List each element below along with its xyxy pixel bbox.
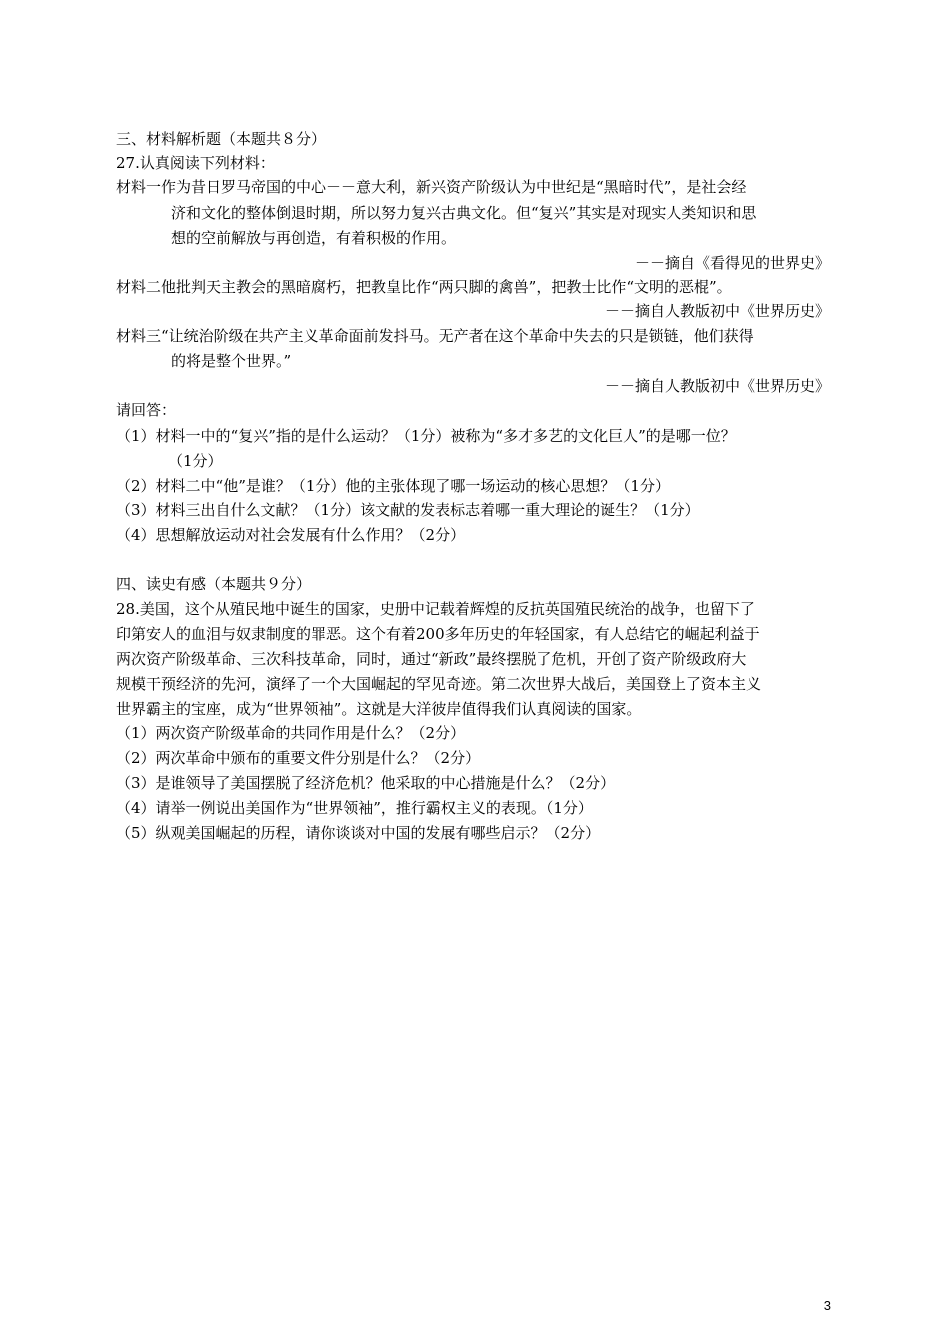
q28-question4: （4）请举一例说出美国作为“世界领袖”，推行霸权主义的表现。（1分）	[116, 799, 593, 817]
material1-line2: 济和文化的整体倒退时期，所以努力复兴古典文化。但“复兴”其实是对现实人类知识和思	[171, 204, 757, 222]
q28-paragraph-line1: 28.美国，这个从殖民地中诞生的国家，史册中记载着辉煌的反抗英国殖民统治的战争，也留下了	[116, 600, 755, 618]
q27-question1-line1: （1）材料一中的“复兴”指的是什么运动？（1分）被称为“多才多艺的文化巨人”的是哪一位？	[116, 427, 736, 445]
q28-paragraph-line4: 规模干预经济的先河，演绎了一个大国崛起的罕见奇迹。第二次世界大战后，美国登上了资本主义	[116, 675, 762, 693]
q28-paragraph-line2: 印第安人的血泪与奴隶制度的罪恶。这个有着200多年历史的年轻国家，有人总结它的崛起利益于	[116, 625, 760, 643]
material1-line3: 想的空前解放与再创造，有着积极的作用。	[171, 229, 457, 247]
q27-question1-line2: （1分）	[168, 452, 223, 470]
q28-question5: （5）纵观美国崛起的历程，请你谈谈对中国的发展有哪些启示？（2分）	[116, 824, 601, 842]
section4-heading: 四、读史有感（本题共９分）	[116, 575, 312, 593]
material3-line2: 的将是整个世界。”	[171, 352, 292, 370]
section3-heading: 三、材料解析题（本题共８分）	[116, 130, 327, 148]
q28-question3: （3）是谁领导了美国摆脱了经济危机？他采取的中心措施是什么？（2分）	[116, 774, 616, 792]
q27-question3: （3）材料三出自什么文献？（1分）该文献的发表标志着哪一重大理论的诞生？（1分）	[116, 501, 700, 519]
material3-source: －－摘自人教版初中《世界历史》	[604, 377, 830, 395]
q27-question2: （2）材料二中“他”是谁？（1分）他的主张体现了哪一场运动的核心思想？（1分）	[116, 477, 670, 495]
material3-line1: 材料三“让统治阶级在共产主义革命面前发抖马。无产者在这个革命中失去的只是锁链，他们获得	[116, 327, 754, 345]
material2-source: －－摘自人教版初中《世界历史》	[604, 302, 830, 320]
q28-paragraph-line5: 世界霸主的宝座，成为“世界领袖”。这就是大洋彼岸值得我们认真阅读的国家。	[116, 700, 642, 718]
q28-paragraph-line3: 两次资产阶级革命、三次科技革命，同时，通过“新政”最终摆脱了危机，开创了资产阶级政府大	[116, 650, 747, 668]
page-number: 3	[823, 1298, 831, 1313]
q28-question2: （2）两次革命中颁布的重要文件分别是什么？（2分）	[116, 749, 481, 767]
answer-prompt: 请回答：	[116, 401, 177, 419]
q28-question1: （1）两次资产阶级革命的共同作用是什么？（2分）	[116, 724, 466, 742]
material1-line1: 材料一作为昔日罗马帝国的中心－－意大利，新兴资产阶级认为中世纪是“黑暗时代”，是社会经	[116, 178, 747, 196]
q27-intro: 27.认真阅读下列材料：	[116, 154, 275, 172]
material2-line1: 材料二他批判天主教会的黑暗腐朽，把教皇比作“两只脚的禽兽”，把教士比作“文明的恶棍”。	[116, 278, 732, 296]
material1-source: －－摘自《看得见的世界史》	[634, 254, 830, 272]
q27-question4: （4）思想解放运动对社会发展有什么作用？（2分）	[116, 526, 466, 544]
